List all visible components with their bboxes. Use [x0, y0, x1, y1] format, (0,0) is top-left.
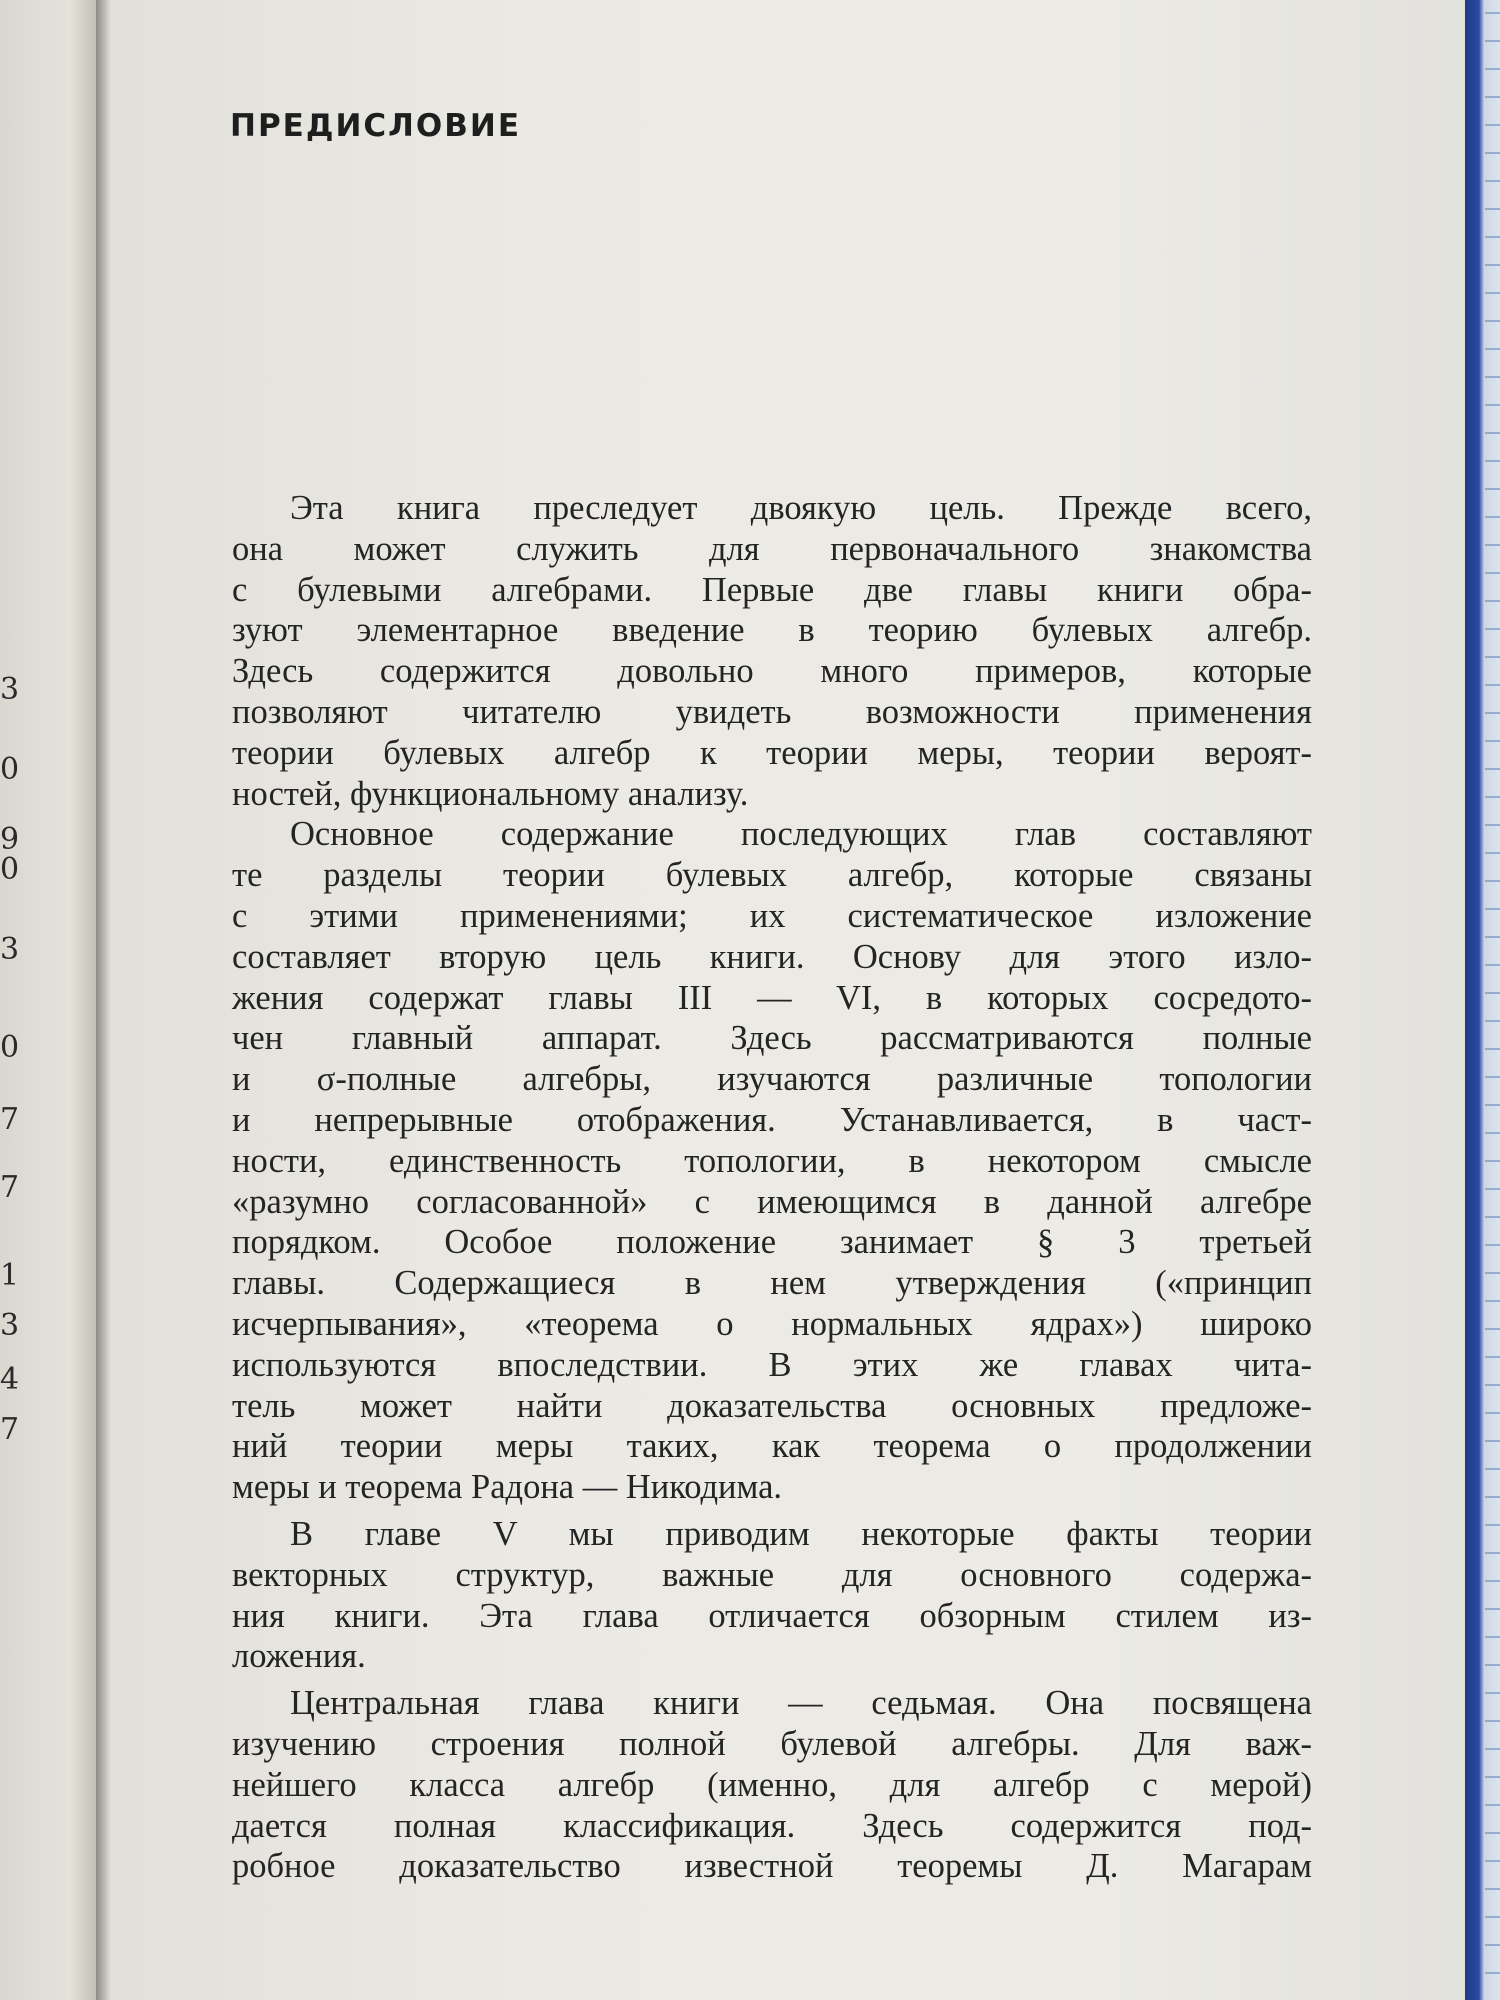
page-heading: ПРЕДИСЛОВИЕ — [230, 108, 521, 144]
preface-text — [232, 488, 1312, 1887]
text-line: робное доказательство известной теоремы Д. Магарам — [232, 1847, 1312, 1886]
margin-numeral: 7 — [0, 1170, 20, 1205]
facing-page — [0, 0, 100, 2000]
text-line: изучению строения полной булевой алгебры. Для важ- — [232, 1724, 1312, 1763]
text-line: главы. Содержащиеся в нем утверждения («принцип — [232, 1264, 1312, 1303]
margin-numeral: 7 — [0, 1412, 20, 1447]
text-line: жения содержат главы III — VI, в которых сосредото- — [232, 978, 1312, 1017]
margin-numeral: 4 — [0, 1362, 20, 1397]
text-line: «разумно согласованной» с имеющимся в данной алгебре — [232, 1182, 1312, 1221]
text-line: Центральная глава книги — седьмая. Она посвящена — [290, 1684, 1312, 1723]
text-line: с булевыми алгебрами. Первые две главы книги обра- — [232, 570, 1312, 609]
text-line: тель может найти доказательства основных предложе- — [232, 1386, 1312, 1425]
text-line: она может служить для первоначального знакомства — [232, 529, 1312, 568]
text-line: и σ-полные алгебры, изучаются различные топологии — [232, 1060, 1312, 1099]
notebook-grid — [1485, 0, 1500, 2000]
text-line: Здесь содержится довольно много примеров, которые — [232, 652, 1312, 691]
text-line: порядком. Особое положение занимает § 3 третьей — [232, 1223, 1312, 1262]
text-line: теории булевых алгебр к теории меры, теории вероят- — [232, 733, 1312, 772]
text-line: те разделы теории булевых алгебр, которые связаны — [232, 856, 1312, 895]
margin-numeral: 7 — [0, 1102, 20, 1137]
text-line: с этими применениями; их систематическое изложение — [232, 896, 1312, 935]
paragraph-4 — [232, 1683, 1312, 1887]
text-line: ностей, функциональному анализу. — [232, 774, 749, 813]
text-line: зуют элементарное введение в теорию булевых алгебр. — [232, 611, 1312, 650]
text-line: дается полная классификация. Здесь содержится под- — [232, 1806, 1312, 1845]
text-line: векторных структур, важные для основного содержа- — [232, 1555, 1312, 1594]
text-line: Эта книга преследует двоякую цель. Прежде всего, — [290, 489, 1312, 527]
margin-numeral: 3 — [0, 932, 20, 967]
paragraph-1 — [232, 488, 1312, 814]
text-line: и непрерывные отображения. Устанавливается, в част- — [232, 1100, 1312, 1139]
margin-numeral: 0 — [0, 752, 20, 787]
text-line: ния книги. Эта глава отличается обзорным стилем из- — [232, 1596, 1312, 1635]
margin-numeral: 0 — [0, 1030, 20, 1065]
text-line: ний теории меры таких, как теорема о продолжении — [232, 1427, 1312, 1466]
margin-numeral: 3 — [0, 672, 20, 707]
text-line: чен главный аппарат. Здесь рассматриваются полные — [232, 1019, 1312, 1058]
text-line: В главе V мы приводим некоторые факты теории — [290, 1514, 1312, 1553]
text-line: меры и теорема Радона — Никодима. — [232, 1468, 783, 1507]
text-line: позволяют читателю увидеть возможности применения — [232, 692, 1312, 731]
book-gutter — [96, 0, 110, 2000]
text-line: Основное содержание последующих глав составляют — [290, 815, 1312, 854]
text-line: ности, единственность топологии, в некотором смысле — [232, 1141, 1312, 1180]
text-line: ложения. — [232, 1637, 366, 1676]
book-cover-edge — [1465, 0, 1500, 2000]
margin-numeral: 0 — [0, 852, 20, 887]
margin-numeral: 1 — [0, 1258, 20, 1293]
text-line: исчерпывания», «теорема о нормальных ядрах») широко — [232, 1304, 1312, 1343]
margin-numeral: 9 — [0, 822, 20, 857]
text-line: составляет вторую цель книги. Основу для этого изло- — [232, 937, 1312, 976]
paragraph-3 — [232, 1514, 1312, 1677]
text-line: используются впоследствии. В этих же главах чита- — [232, 1345, 1312, 1384]
margin-numeral: 3 — [0, 1308, 20, 1343]
text-line: нейшего класса алгебр (именно, для алгебр с мерой) — [232, 1765, 1312, 1804]
paragraph-2 — [232, 814, 1312, 1508]
